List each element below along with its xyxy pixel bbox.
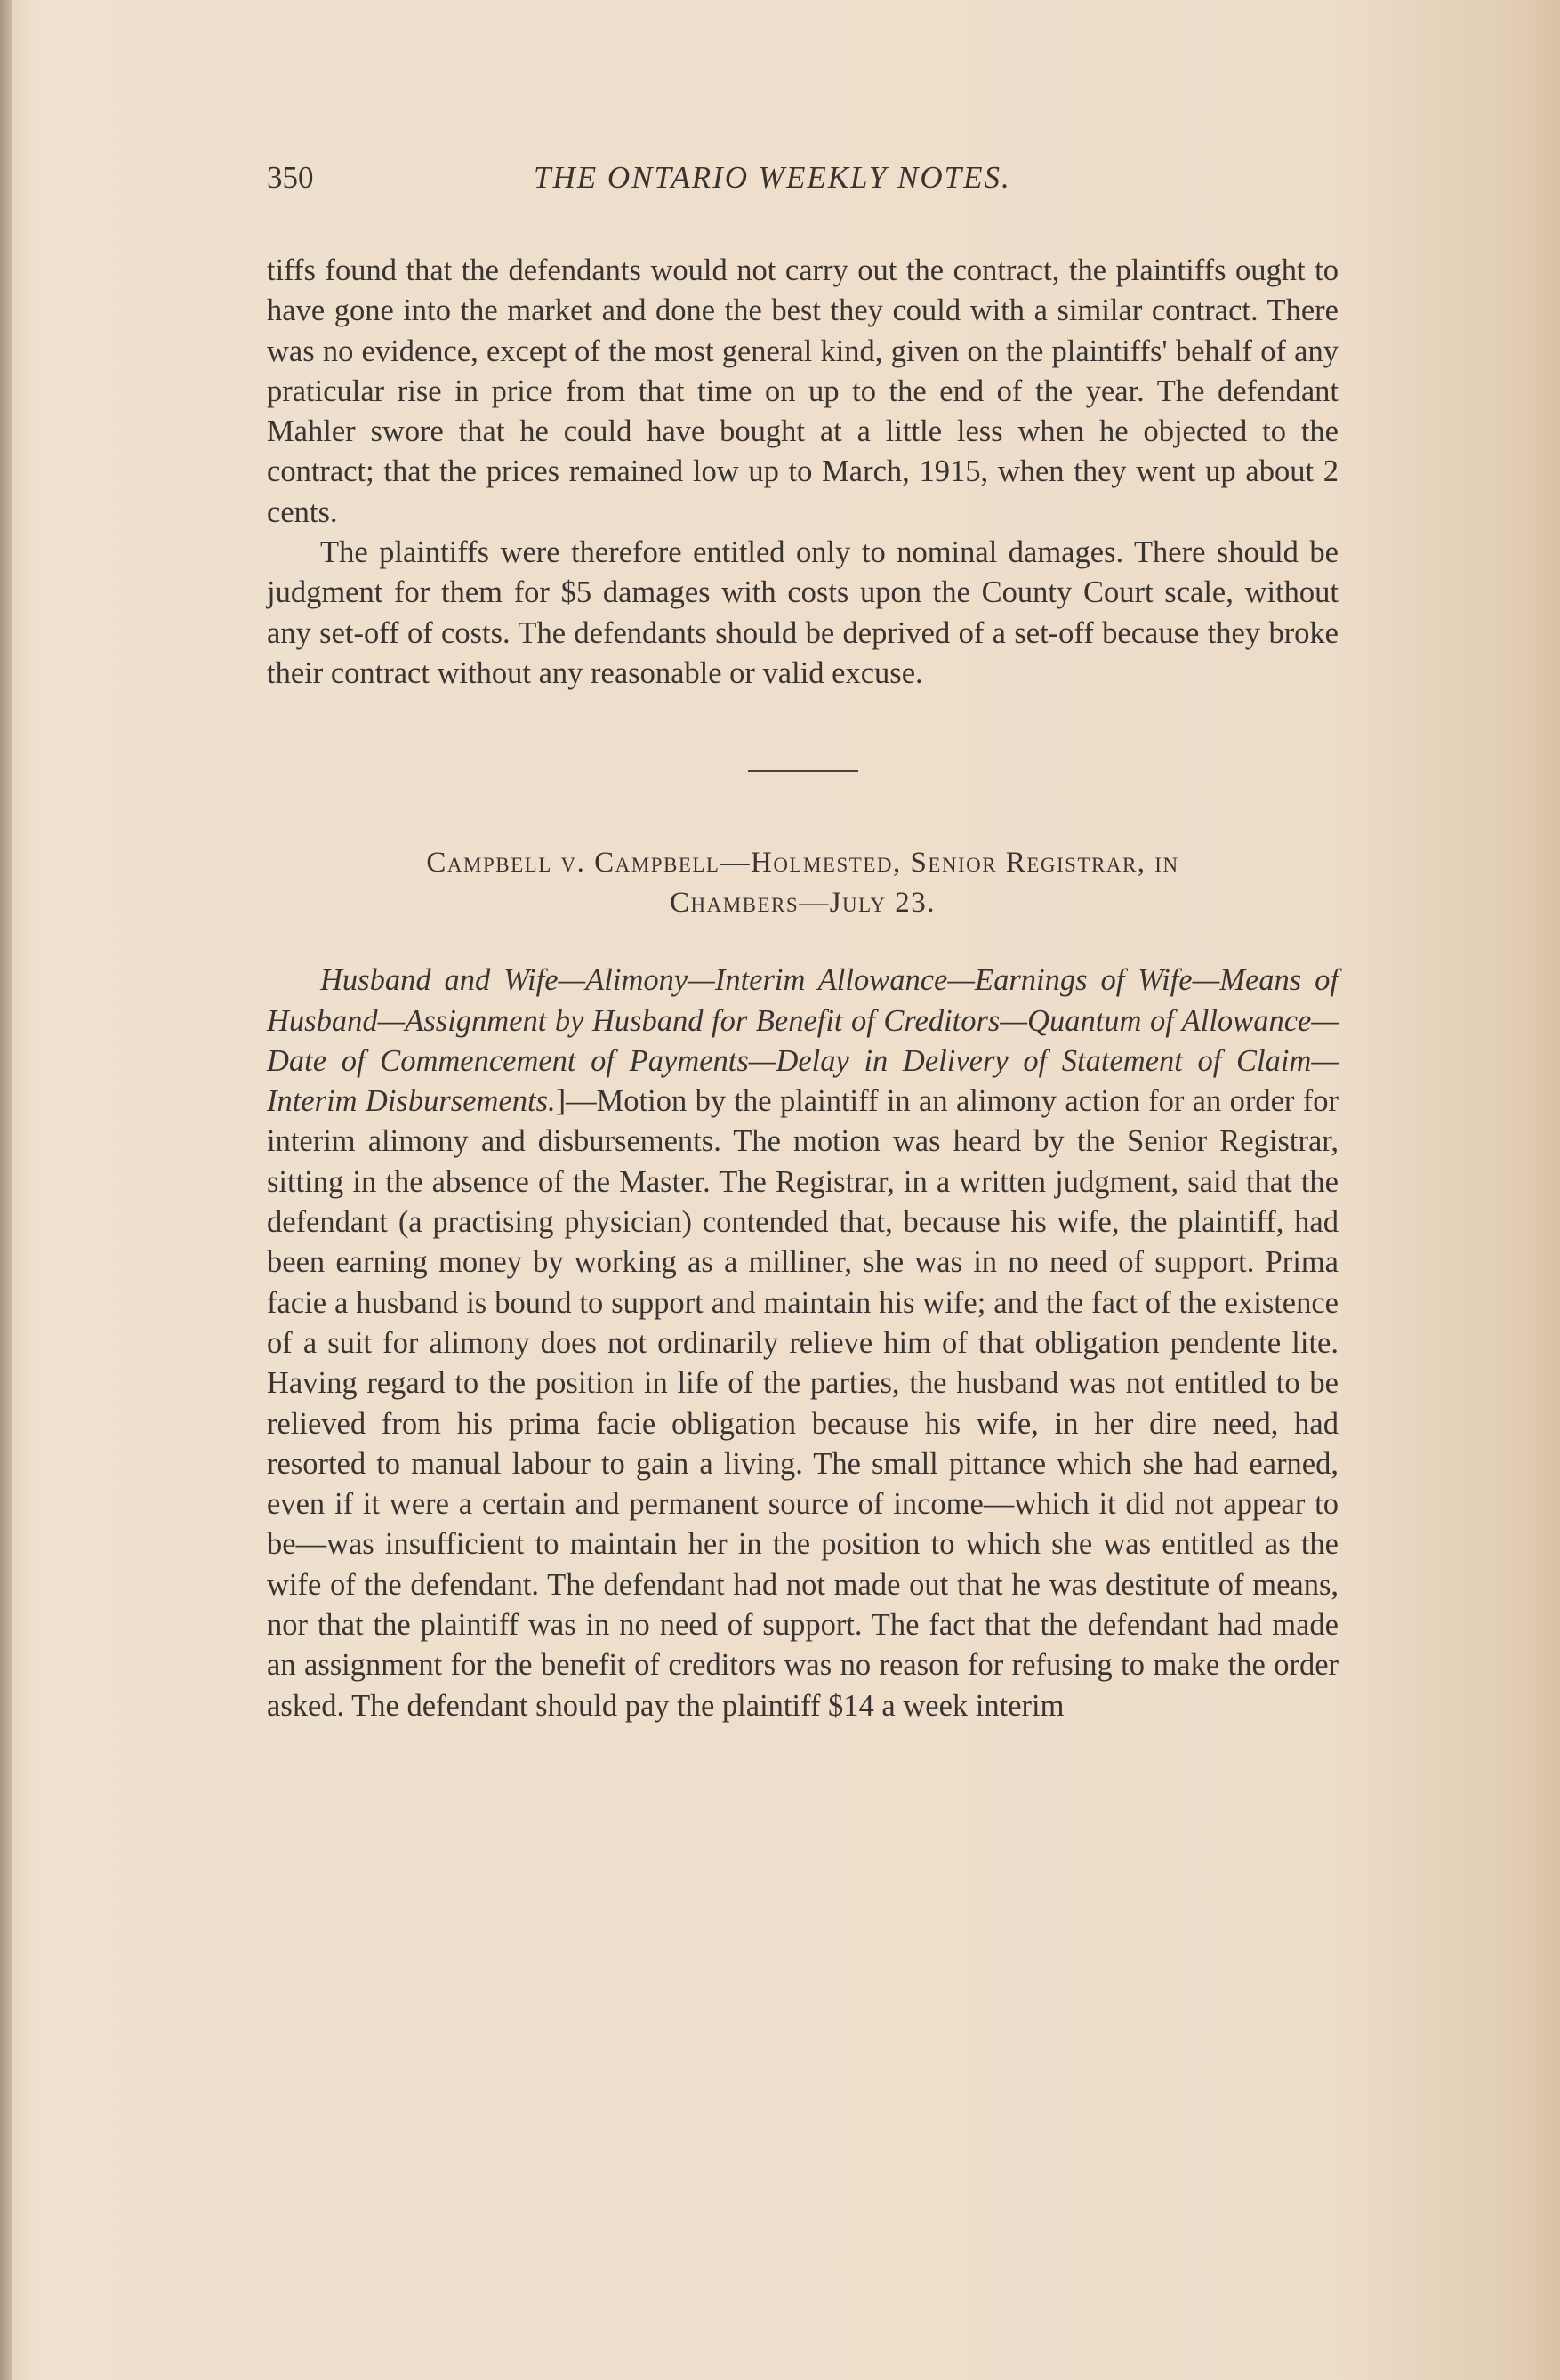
case-heading-line-2: Chambers—July 23. [669,887,936,920]
page-number: 350 [267,160,314,195]
conclusion-paragraph: The plaintiffs were therefore entitled only to nominal damages. There should be judgment for them for $5 damages with costs upon the County Court scale, without any set-off of costs. The defendants should be deprived of a set-off because they broke their contract without any reasonable or valid excuse. [267,535,1339,690]
case-heading-line-1: Campbell v. Campbell—Holmested, Senior Registrar, in [426,847,1179,880]
page-content [267,142,1339,1726]
case-heading [267,843,1339,923]
continuation-paragraph: tiffs found that the defendants would not carry out the contract, the plaintiffs ought to have gone into the market and done the best they could with a similar contract. There was no evidence, except of the most general kind, given on the plaintiffs' behalf of any praticular rise in price from that time on up to the end of the year. The defendant Mahler swore that he could have bought at a little less when he objected to the contract; that the prices remained low up to March, 1915, when they went up about 2 cents. [267,253,1339,529]
headnote-body: ]—Motion by the plaintiff in an alimony action for an order for interim alimony and disbursements. The motion was heard by the Senior Registrar, sitting in the absence of the Master. The Registrar, in a written judgment, said that the defendant (a practising physician) contended that, because his wife, the plaintiff, had been earning money by working as a milliner, she was in no need of support. Prima facie a husband is bound to support and maintain his wife; and the fact of the existence of a suit for alimony does not ordinarily relieve him of that obligation pendente lite. Having regard to the position in life of the parties, the husband was not entitled to be relieved from his prima facie obligation because his wife, in her dire need, had resorted to manual labour to gain a living. The small pittance which she had earned, even if it were a certain and permanent source of income—which it did not appear to be—was insufficient to maintain her in the position to which she was entitled as the wife of the defendant. The defendant had not made out that he was destitute of means, nor that the plaintiff was in no need of support. The fact that the defendant had made an assignment for the benefit of creditors was no reason for refusing to make the order asked. The defendant should pay the plaintiff $14 a week interim [267,1084,1339,1723]
running-head [267,142,1339,213]
case-headnote [267,961,1339,1726]
journal-title: THE ONTARIO WEEKLY NOTES. [534,160,1011,195]
headnote-catchwords: Husband and Wife—Alimony—Interim Allowance—Earnings of Wife—Means of Husband—Assignment by Husband for Benefit of Creditors—Quantum of Allowance—Date of Commencement of Payments—Delay in Delivery of Statement of Claim—Interim Disbursements. [267,963,1339,1119]
section-divider [748,770,858,772]
book-spine-edge [0,0,12,2380]
